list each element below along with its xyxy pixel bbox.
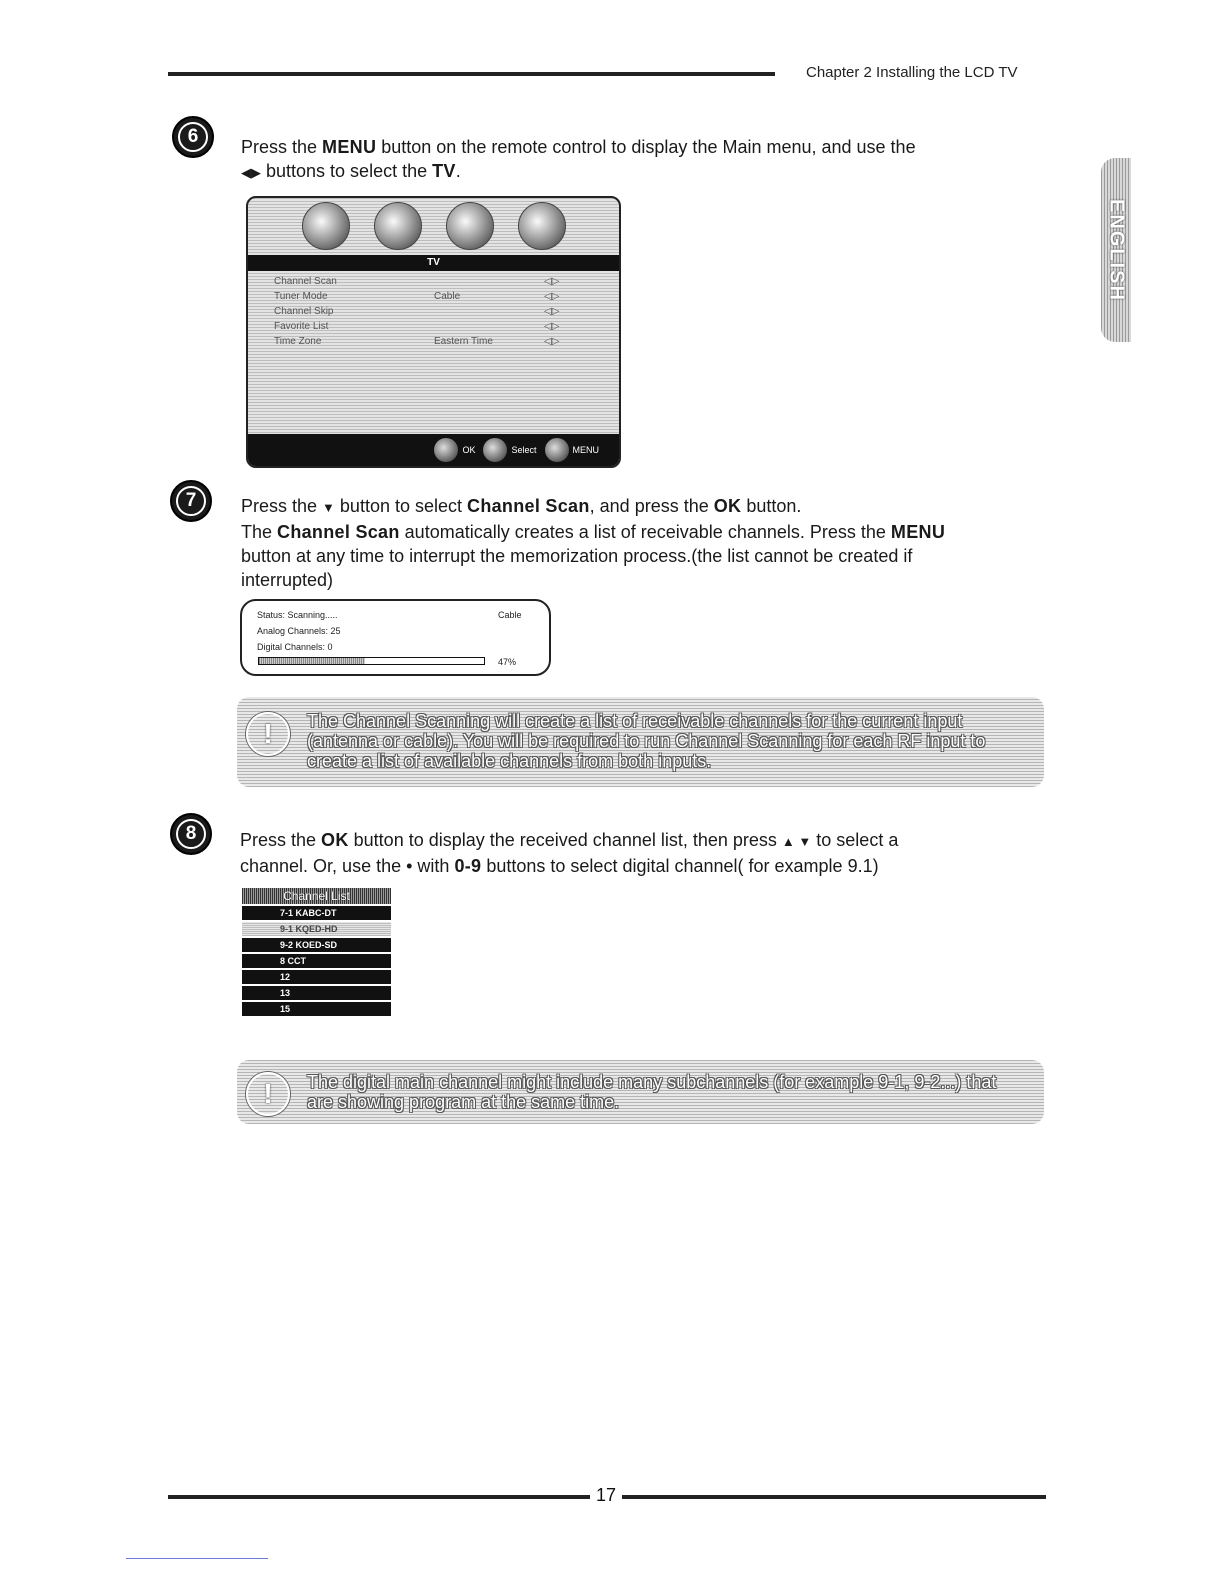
text: with	[412, 856, 455, 876]
picture-icon	[302, 202, 350, 250]
footer-menu	[545, 438, 600, 462]
text: button on the remote control to display the Main menu, and use the	[376, 137, 916, 157]
tv-menu-title: TV	[248, 255, 619, 271]
note-box-2	[237, 1060, 1044, 1124]
footer-rule-left	[168, 1495, 590, 1499]
menu-icon-bar	[248, 198, 619, 254]
text: channel. Or, use the	[240, 856, 407, 876]
channel-list-item: 12	[242, 970, 391, 984]
row-arrow-icon: ◁▷	[544, 291, 560, 302]
text: button to select	[334, 496, 468, 516]
step-7-number: 7	[176, 486, 206, 516]
tv-menu-row	[274, 291, 574, 306]
channel-list-item: 8 CCT	[242, 954, 391, 968]
analog-channels-text: Analog Channels: 25	[257, 626, 341, 636]
text: Press the	[240, 830, 322, 850]
digit-keys-keyword: 0-9	[454, 856, 482, 876]
chapter-title: Chapter 2 Installing the LCD TV	[806, 64, 1018, 81]
header-rule	[168, 72, 775, 76]
row-label: Tuner Mode	[274, 291, 328, 302]
left-right-arrows-icon: ◀▶	[241, 165, 261, 180]
warning-icon: !	[246, 712, 290, 756]
step-6-badge	[172, 116, 214, 158]
step-7-badge	[170, 480, 212, 522]
text: , and press the	[589, 496, 714, 516]
text: automatically creates a list of receivable channels. Press the	[399, 522, 891, 542]
row-value: Cable	[434, 291, 461, 302]
scan-status-text: Status: Scanning.....	[257, 610, 338, 620]
page-number: 17	[595, 1485, 617, 1505]
note-2-text: The digital main channel might include many subchannels (for example 9-1, 9-2...) that are showing program at the same time.	[307, 1072, 997, 1112]
language-tab-label: ENGLISH	[1105, 198, 1128, 302]
ok-keyword: OK	[713, 496, 742, 516]
footer-menu-label: MENU	[572, 445, 599, 455]
tv-menu-row	[274, 306, 574, 321]
row-label: Channel Scan	[274, 276, 337, 287]
channel-list-item: 15	[242, 1002, 391, 1016]
warning-icon: !	[246, 1072, 290, 1116]
text: to select a	[811, 830, 899, 850]
step-8-instruction	[240, 828, 1030, 878]
text: button to display the received channel list, then press	[348, 830, 782, 850]
step-6-number: 6	[178, 122, 208, 152]
text: Press the	[241, 496, 323, 516]
footer-select-label: Select	[511, 445, 537, 455]
bottom-edge-line	[126, 1558, 268, 1559]
row-arrow-icon: ◁▷	[544, 306, 560, 317]
tv-menu-row	[274, 276, 574, 291]
tv-menu-footer	[248, 434, 619, 466]
row-label: Time Zone	[274, 336, 322, 347]
step-8-number: 8	[176, 819, 206, 849]
tv-keyword: TV	[432, 161, 456, 181]
step-6-instruction	[241, 135, 1021, 185]
scan-progress-fill	[259, 658, 365, 664]
note-1-text: The Channel Scanning will create a list of receivable channels for the current input (antenna or cable). You will be required to run Channel Scanning for each RF input to create a list of available channels from both inputs.	[307, 711, 986, 771]
text: button.	[741, 496, 802, 516]
menu-keyword: MENU	[322, 137, 377, 157]
scan-progress-bar	[258, 657, 485, 665]
text: button at any time to interrupt the memorization process.(the list cannot be created if	[241, 546, 913, 566]
channel-scan-keyword: Channel Scan	[467, 496, 590, 516]
tv-menu-screenshot	[246, 196, 621, 468]
channel-list-item-selected: 9-1 KQED-HD	[242, 922, 391, 936]
footer-ok	[434, 438, 475, 462]
scan-status-box	[240, 599, 551, 676]
note-box-1	[237, 697, 1044, 787]
text: interrupted)	[241, 570, 334, 590]
language-tab	[1101, 158, 1131, 342]
row-arrow-icon: ◁▷	[544, 276, 560, 287]
tv-icon	[446, 202, 494, 250]
dot-button-icon: •	[406, 856, 413, 876]
step-8-badge	[170, 813, 212, 855]
channel-scan-keyword: Channel Scan	[277, 522, 400, 542]
select-icon	[483, 438, 507, 462]
text: buttons to select the	[261, 161, 433, 181]
text: The	[241, 522, 278, 542]
footer-ok-label: OK	[462, 445, 476, 455]
row-label: Favorite List	[274, 321, 329, 332]
up-down-arrows-icon: ▲ ▼	[781, 834, 812, 849]
footer-rule-right	[622, 1495, 1046, 1499]
text: .	[455, 161, 461, 181]
tv-menu-row	[274, 336, 574, 351]
ok-icon	[434, 438, 458, 462]
audio-icon	[374, 202, 422, 250]
text: Press the	[241, 137, 323, 157]
scan-progress-label: 47%	[498, 657, 517, 667]
step-7-instruction	[241, 494, 1031, 592]
scan-mode-text: Cable	[498, 610, 522, 620]
channel-list-item: 9-2 KOED-SD	[242, 938, 391, 952]
row-arrow-icon: ◁▷	[544, 321, 560, 332]
ok-keyword: OK	[321, 830, 349, 850]
row-label: Channel Skip	[274, 306, 334, 317]
channel-list-item: 13	[242, 986, 391, 1000]
channel-list	[242, 888, 391, 1016]
row-value: Eastern Time	[434, 336, 493, 347]
tv-menu-rows	[274, 276, 574, 351]
menu-icon	[545, 438, 569, 462]
menu-keyword: MENU	[890, 522, 946, 542]
channel-list-item: 7-1 KABC-DT	[242, 906, 391, 920]
digital-channels-text: Digital Channels: 0	[257, 642, 333, 652]
down-arrow-icon: ▼	[322, 500, 335, 515]
tv-menu-row	[274, 321, 574, 336]
setup-icon	[518, 202, 566, 250]
footer-select	[483, 438, 536, 462]
channel-list-title: Channel List	[242, 888, 391, 904]
row-arrow-icon: ◁▷	[544, 336, 560, 347]
text: buttons to select digital channel( for example 9.1)	[481, 856, 879, 876]
